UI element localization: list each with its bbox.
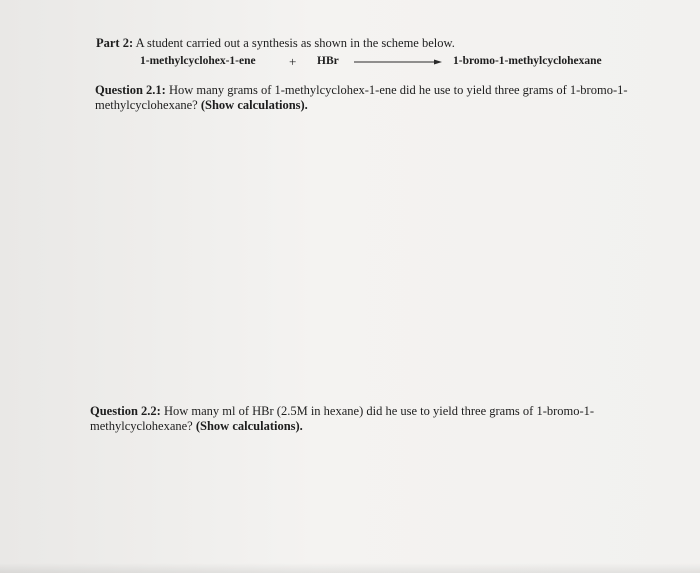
part-text: A student carried out a synthesis as shown in the scheme below.: [135, 36, 455, 50]
question-2-2-label: Question 2.2:: [90, 404, 161, 418]
question-2-1-instruction: (Show calculations).: [200, 98, 308, 112]
question-2-2-text-cont: methylcyclohexane?: [90, 419, 193, 433]
part-intro: [96, 36, 455, 51]
reaction-scheme: [0, 55, 700, 71]
question-2-1-label: Question 2.1:: [95, 83, 166, 97]
question-2-2-line-2: [90, 419, 630, 434]
product: 1-bromo-1-methylcyclohexane: [453, 55, 602, 67]
question-2-2-instruction: (Show calculations).: [195, 419, 303, 433]
part-label: Part 2:: [96, 36, 134, 50]
reactant-2: HBr: [317, 55, 339, 67]
reactant-1: 1-methylcyclohex-1-ene: [140, 55, 256, 67]
question-2-1-text-cont: methylcyclohexane?: [95, 98, 198, 112]
question-2-2-text: How many ml of HBr (2.5M in hexane) did he use to yield three grams of 1-bromo-1-: [163, 404, 595, 418]
question-2-2-line-1: [90, 404, 630, 419]
question-2-1-line-2: [95, 98, 635, 113]
plus-sign: +: [289, 54, 297, 69]
question-2-1-line-1: [95, 83, 635, 98]
question-2-1-text: How many grams of 1-methylcyclohex-1-ene did he use to yield three grams of 1-bromo-1-: [168, 83, 628, 97]
question-2-2: [90, 404, 630, 434]
reaction-arrow-icon: [354, 57, 442, 67]
page-edge-shadow: [0, 563, 700, 573]
question-2-1: [95, 83, 635, 113]
